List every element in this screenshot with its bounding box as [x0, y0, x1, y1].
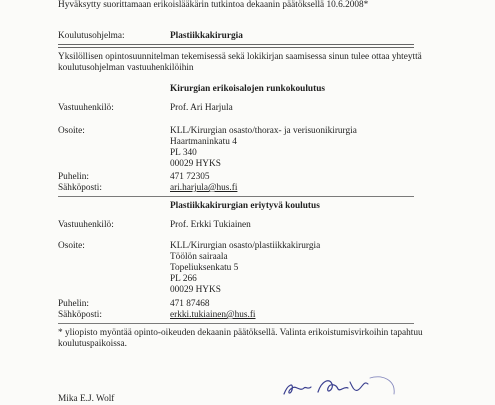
section2-address-line: Topeliuksenkatu 5	[170, 263, 239, 273]
section2-address-line: Töölön sairaala	[170, 252, 228, 262]
section2-address-label: Osoite:	[58, 241, 85, 251]
section2-address-line: 00029 HYKS	[170, 285, 221, 295]
section2-address-line: PL 266	[170, 274, 197, 284]
section2-address-line: KLL/Kirurgian osasto/plastiikkakirurgia	[170, 241, 321, 251]
intro-line-1: Yksilöllisen opintosuunnitelman tekemisessä sekä lokikirjan saamisessa sinun tulee ottaa yhteyttä	[58, 52, 422, 62]
section2-phone: 471 87468	[170, 299, 210, 309]
section1-phone: 471 72305	[170, 172, 210, 182]
section1-address-line: PL 340	[170, 148, 197, 158]
footnote-line-2: koulutuspaikoissa.	[58, 339, 127, 349]
intro-line-2: koulutusohjelman vastuuhenkilöihin	[58, 63, 194, 73]
section2-phone-label: Puhelin:	[58, 299, 89, 309]
section1-responsible-label: Vastuuhenkilö:	[58, 103, 114, 113]
section1-address-line: Haartmaninkatu 4	[170, 137, 237, 147]
section1-email-link[interactable]: ari.harjula@hus.fi	[170, 183, 238, 193]
program-label: Koulutusohjelma:	[58, 31, 125, 41]
double-divider	[58, 44, 414, 48]
approval-note: Hyväksytty suorittamaan erikoislääkärin tutkintoa dekaanin päätöksellä 10.6.2008*	[58, 0, 369, 10]
section1-email-label: Sähköposti:	[58, 183, 102, 193]
handwritten-signature	[278, 372, 398, 400]
divider	[58, 323, 414, 324]
section2-email-link[interactable]: erkki.tukiainen@hus.fi	[170, 310, 256, 320]
section2-responsible-label: Vastuuhenkilö:	[58, 220, 114, 230]
section1-address-line: KLL/Kirurgian osasto/thorax- ja verisuonikirurgia	[170, 126, 357, 136]
section1-title: Kirurgian erikoisalojen runkokoulutus	[170, 84, 325, 94]
signer-name: Mika E.J. Wolf	[58, 394, 115, 404]
section1-address-line: 00029 HYKS	[170, 159, 221, 169]
footnote-line-1: * yliopisto myöntää opinto-oikeuden dekaanin päätöksellä. Valinta erikoistumisvirkoihin tapahtuu	[58, 328, 423, 338]
section2-responsible: Prof. Erkki Tukiainen	[170, 220, 251, 230]
divider	[58, 196, 414, 197]
program-name: Plastiikkakirurgia	[170, 31, 243, 41]
section2-email-label: Sähköposti:	[58, 310, 102, 320]
section1-phone-label: Puhelin:	[58, 172, 89, 182]
section2-title: Plastiikkakirurgian eriytyvä koulutus	[170, 201, 320, 211]
section1-responsible: Prof. Ari Harjula	[170, 103, 233, 113]
section1-address-label: Osoite:	[58, 126, 85, 136]
